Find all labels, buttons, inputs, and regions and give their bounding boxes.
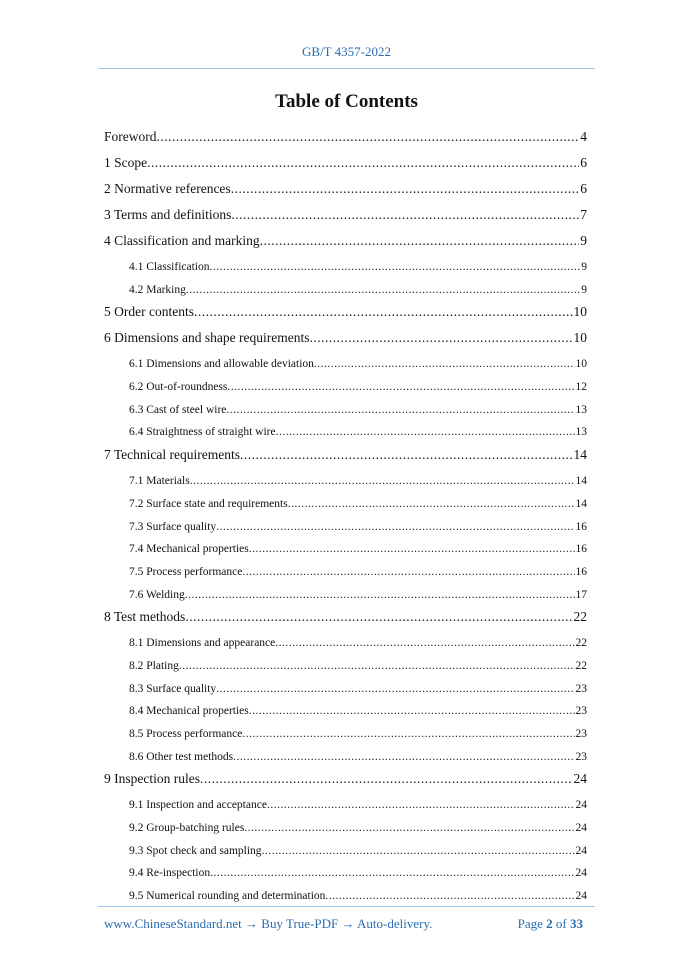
toc-dot-leader [267, 794, 575, 816]
toc-dot-leader [227, 376, 574, 398]
toc-dot-leader [210, 256, 581, 278]
toc-dot-leader [185, 607, 572, 627]
toc-entry-title: 8.5 Process performance [129, 728, 243, 740]
toc-entry[interactable] [104, 327, 587, 353]
toc-dot-leader [179, 655, 575, 677]
toc-subentry[interactable] [104, 256, 587, 279]
toc-entry-page: 22 [575, 659, 587, 672]
toc-dot-leader [231, 205, 579, 225]
toc-subentry[interactable] [104, 655, 587, 678]
toc-entry-title: 7.6 Welding [129, 588, 185, 601]
footer-link[interactable]: www.ChineseStandard.net → Buy True-PDF → Auto-delivery. [104, 916, 433, 931]
toc-dot-leader [210, 862, 574, 884]
toc-dot-leader [249, 538, 575, 560]
toc-subentry[interactable] [104, 516, 587, 539]
toc-entry-page: 23 [575, 682, 587, 695]
toc-entry-page: 23 [575, 705, 587, 718]
toc-entry-page: 14 [575, 475, 587, 488]
toc-entry-title: 8.2 Plating [129, 659, 179, 672]
toc-entry-page: 24 [575, 890, 587, 903]
toc-subentry[interactable] [104, 840, 587, 863]
toc-dot-leader [157, 127, 580, 147]
toc-entry-page: 23 [575, 750, 587, 763]
toc-entry-title: 9.4 Re-inspection [129, 867, 211, 880]
toc-dot-leader [314, 353, 575, 375]
toc-dot-leader [240, 445, 572, 465]
toc-entry-title: 9.2 Group-batching rules [129, 822, 245, 835]
toc-dot-leader [262, 840, 575, 862]
toc-entry-title: 4.2 Marking [129, 283, 186, 296]
toc-entry-title: 7.3 Surface quality [129, 520, 217, 533]
toc-subentry[interactable] [104, 470, 587, 493]
toc-entry[interactable] [104, 230, 587, 256]
toc-entry[interactable] [104, 301, 587, 327]
toc-entry-title: 9.5 Numerical rounding and determination [129, 890, 326, 903]
toc-entry-title: 6 Dimensions and shape requirements [104, 330, 310, 346]
toc-dot-leader [200, 769, 573, 789]
page-label: Page [517, 916, 543, 931]
toc-dot-leader [194, 302, 573, 322]
toc-dot-leader [226, 399, 574, 421]
toc-entry-page: 16 [575, 543, 587, 556]
toc-entry-page: 6 [580, 181, 587, 196]
toc-entry-page: 4 [580, 129, 587, 144]
toc-entry-page: 10 [573, 330, 587, 346]
toc-entry-page: 12 [575, 381, 587, 394]
toc-entry[interactable] [104, 126, 587, 152]
toc-subentry[interactable] [104, 700, 587, 723]
toc-dot-leader [190, 470, 575, 492]
toc-entry-title: 6.3 Cast of steel wire [129, 403, 227, 416]
toc-dot-leader [260, 231, 580, 251]
toc-entry-title: 6.4 Straightness of straight wire [129, 426, 276, 439]
toc-entry-title: 8 Test methods [104, 609, 186, 625]
footer-divider [98, 906, 595, 907]
toc-dot-leader [186, 279, 580, 301]
toc-entry-page: 14 [575, 497, 587, 510]
toc-entry-page: 24 [573, 771, 587, 787]
header-divider [98, 68, 595, 69]
toc-entry-title: 9.1 Inspection and acceptance [129, 799, 267, 812]
toc-entry-title: 6.1 Dimensions and allowable deviation [129, 358, 314, 371]
toc-entry-page: 16 [575, 520, 587, 533]
toc-subentry[interactable] [104, 678, 587, 701]
toc-entry[interactable] [104, 204, 587, 230]
toc-subentry[interactable] [104, 862, 587, 885]
toc-dot-leader [288, 493, 575, 515]
toc-entry-page: 13 [575, 426, 587, 439]
toc-subentry[interactable] [104, 421, 587, 444]
toc-entry-page: 24 [575, 799, 587, 812]
toc-dot-leader [275, 632, 574, 654]
toc-entry-title: Foreword [104, 129, 157, 144]
toc-entry-title: 4.1 Classification [129, 261, 210, 273]
toc-entry-page: 24 [575, 844, 587, 857]
toc-entry-title: 7.2 Surface state and requirements [129, 497, 288, 510]
toc-entry-page: 6 [580, 155, 587, 170]
toc-dot-leader [244, 817, 574, 839]
document-header: GB/T 4357-2022 [302, 44, 391, 59]
toc-dot-leader [242, 561, 574, 583]
page-current: 2 [546, 916, 553, 931]
toc-entry-page: 7 [580, 207, 587, 222]
toc-dot-leader [249, 700, 575, 722]
page-total: 33 [570, 916, 583, 931]
toc-dot-leader [231, 179, 580, 199]
toc-subentry[interactable] [104, 279, 587, 302]
toc-entry-title: 7 Technical requirements [104, 447, 241, 463]
toc-subentry[interactable] [104, 723, 587, 746]
toc-entry-title: 7.4 Mechanical properties [129, 543, 249, 556]
page-indicator [518, 916, 583, 932]
toc-dot-leader [242, 723, 574, 745]
toc-entry-title: 8.6 Other test methods [129, 750, 234, 763]
toc-entry-page: 9 [580, 233, 587, 248]
toc-subentry[interactable] [104, 399, 587, 422]
toc-subentry[interactable] [104, 632, 587, 655]
page-of: of [555, 916, 567, 931]
toc-entry-page: 10 [573, 304, 587, 320]
toc-subentry[interactable] [104, 817, 587, 840]
toc-entry[interactable] [104, 178, 587, 204]
toc-entry-title: 6.2 Out-of-roundness [129, 381, 228, 394]
toc-entry-title: 7.5 Process performance [129, 565, 243, 578]
toc-dot-leader [185, 584, 575, 606]
toc-subentry[interactable] [104, 376, 587, 399]
toc-subentry[interactable] [104, 746, 587, 769]
toc-dot-leader [325, 885, 574, 907]
toc-entry-page: 9 [581, 283, 587, 296]
table-of-contents [104, 126, 587, 908]
toc-entry-title: 3 Terms and definitions [104, 207, 232, 222]
toc-dot-leader [309, 328, 572, 348]
toc-entry[interactable] [104, 606, 587, 632]
toc-entry-page: 22 [573, 609, 587, 625]
toc-entry-title: 2 Normative references [104, 181, 231, 196]
toc-entry-title: 8.4 Mechanical properties [129, 705, 249, 718]
toc-dot-leader [216, 516, 574, 538]
toc-entry[interactable] [104, 444, 587, 470]
toc-entry-title: 4 Classification and marking [104, 233, 260, 248]
toc-subentry[interactable] [104, 885, 587, 908]
toc-entry-page: 24 [575, 822, 587, 835]
toc-entry-title: 8.3 Surface quality [129, 682, 217, 695]
toc-dot-leader [233, 746, 574, 768]
toc-entry-title: 1 Scope [104, 155, 148, 170]
toc-entry-title: 9.3 Spot check and sampling [129, 844, 262, 857]
toc-entry-page: 23 [575, 728, 587, 740]
page-title: Table of Contents [275, 91, 418, 112]
toc-entry-page: 17 [575, 588, 587, 601]
toc-entry-title: 8.1 Dimensions and appearance [129, 637, 276, 650]
toc-dot-leader [147, 153, 579, 173]
toc-subentry[interactable] [104, 561, 587, 584]
toc-entry-title: 9 Inspection rules [104, 771, 200, 787]
toc-entry-title: 5 Order contents [104, 304, 194, 320]
toc-entry-title: 7.1 Materials [129, 475, 190, 488]
toc-entry-page: 14 [573, 447, 587, 463]
toc-entry[interactable] [104, 768, 587, 794]
toc-subentry[interactable] [104, 353, 587, 376]
toc-entry-page: 9 [581, 261, 587, 273]
toc-subentry[interactable] [104, 584, 587, 607]
toc-entry-page: 24 [575, 867, 587, 880]
toc-entry-page: 13 [575, 403, 587, 416]
toc-subentry[interactable] [104, 538, 587, 561]
toc-entry-page: 16 [575, 565, 587, 578]
toc-dot-leader [216, 678, 574, 700]
toc-entry-page: 22 [575, 637, 587, 650]
toc-dot-leader [276, 421, 575, 443]
toc-subentry[interactable] [104, 493, 587, 516]
toc-entry[interactable] [104, 152, 587, 178]
toc-entry-page: 10 [575, 358, 587, 371]
toc-subentry[interactable] [104, 794, 587, 817]
